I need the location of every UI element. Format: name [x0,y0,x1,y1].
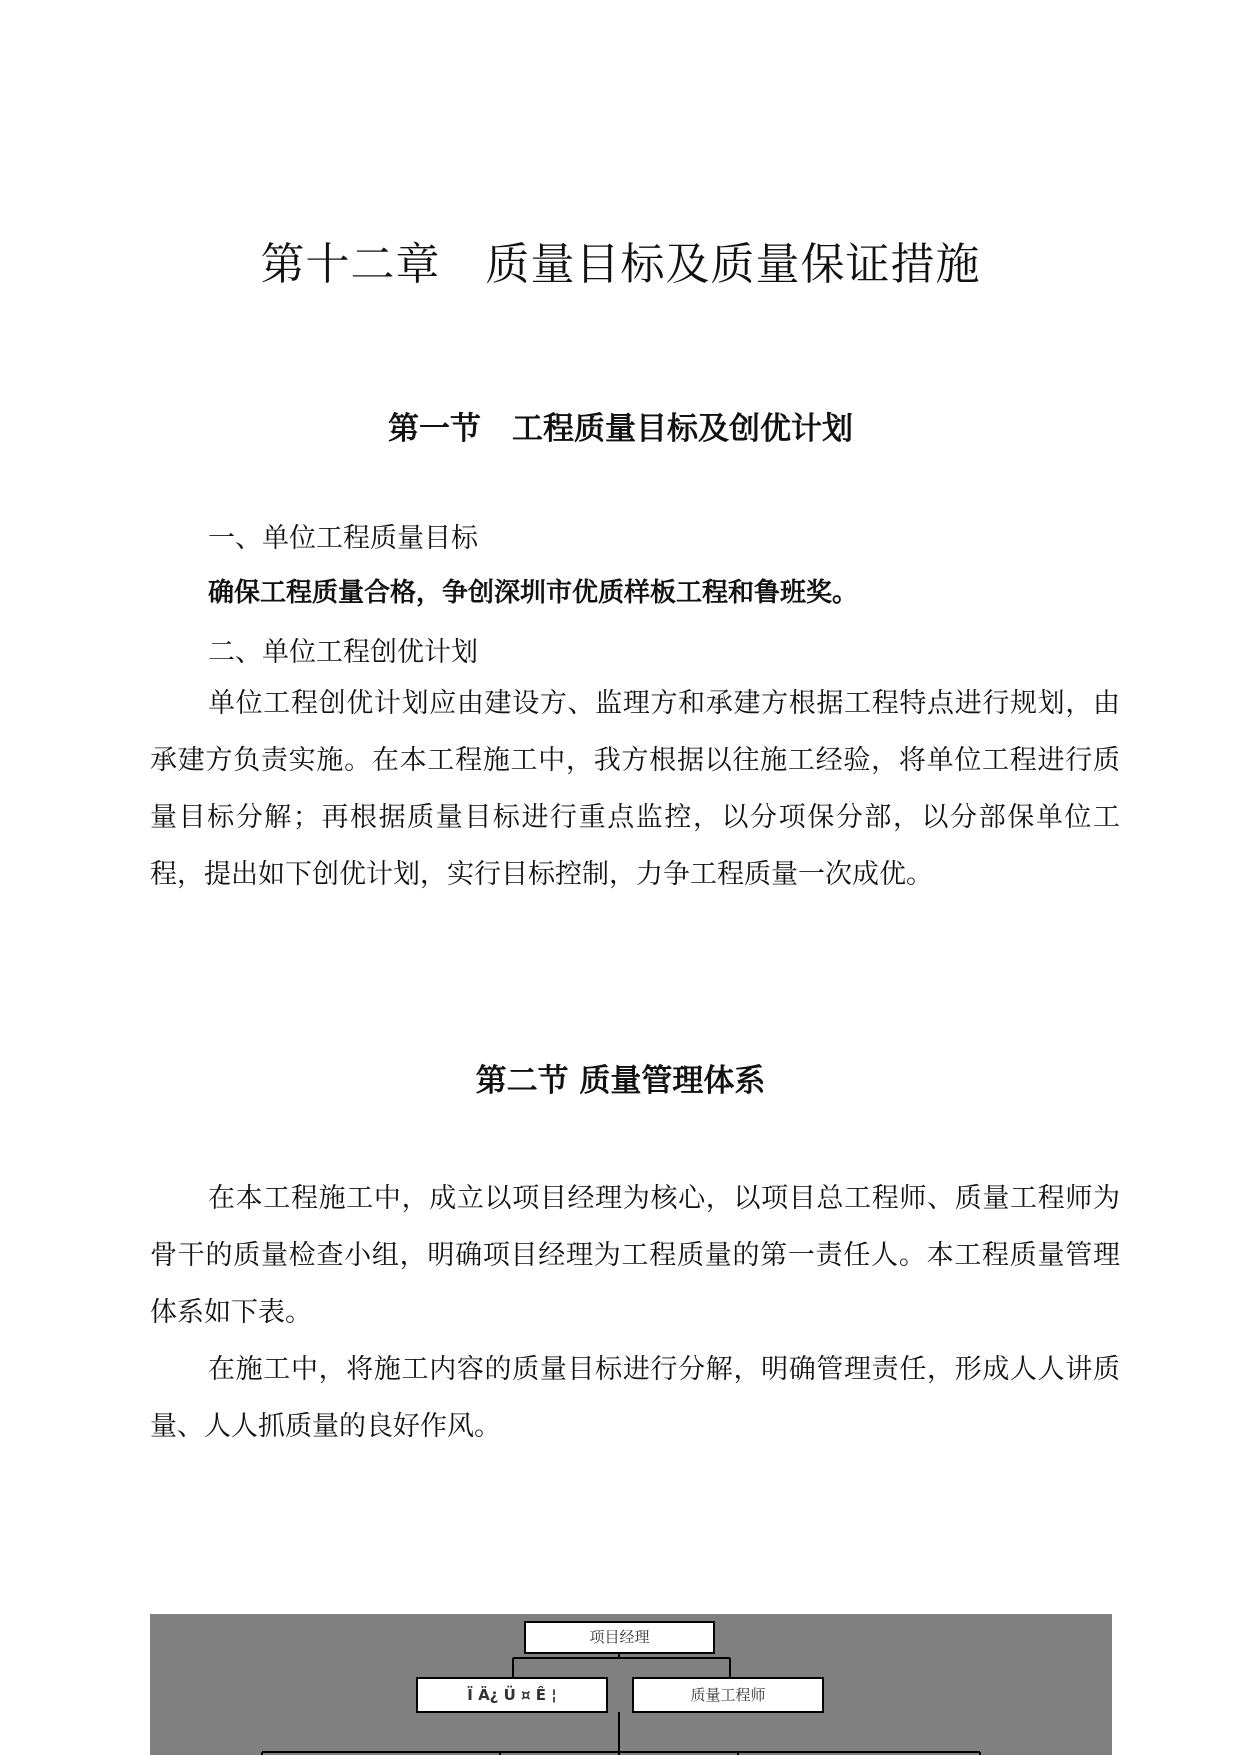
heading-quality-target: 一、单位工程质量目标 [208,523,478,554]
quality-responsibility-paragraph: 在施工中，将施工内容的质量目标进行分解，明确管理责任，形成人人讲质量、人人抓质量的良好作风。 [150,1354,1120,1442]
management-system-paragraph: 在本工程施工中，成立以项目经理为核心，以项目总工程师、质量工程师为骨干的质量检查小组，明确项目经理为工程质量的第一责任人。本工程质量管理体系如下表。 [150,1183,1120,1328]
quality-org-chart [150,1614,1112,1755]
excellence-plan-paragraph: 单位工程创优计划应由建设方、监理方和承建方根据工程特点进行规划，由承建方负责实施。在本工程施工中，我方根据以往施工经验，将单位工程进行质量目标分解；再根据质量目标进行重点监控，以分项保分部，以分部保单位工程，提出如下创优计划，实行目标控制，力争工程质量一次成优。 [150,688,1120,890]
heading-excellence-plan: 二、单位工程创优计划 [208,637,478,668]
org-node-quality-engineer: 质量工程师 [632,1677,824,1713]
chapter-title: 第十二章 质量目标及质量保证措施 [260,239,981,290]
quality-goal-statement: 确保工程质量合格，争创深圳市优质样板工程和鲁班奖。 [208,578,859,608]
section-1-title: 第一节 工程质量目标及创优计划 [388,411,853,447]
section-2-title: 第二节 质量管理体系 [475,1063,766,1099]
org-node-chief-engineer: Ï Ä¿ Ü ¤ Ê ¦ [416,1677,608,1713]
org-node-project-manager: 项目经理 [524,1621,715,1654]
